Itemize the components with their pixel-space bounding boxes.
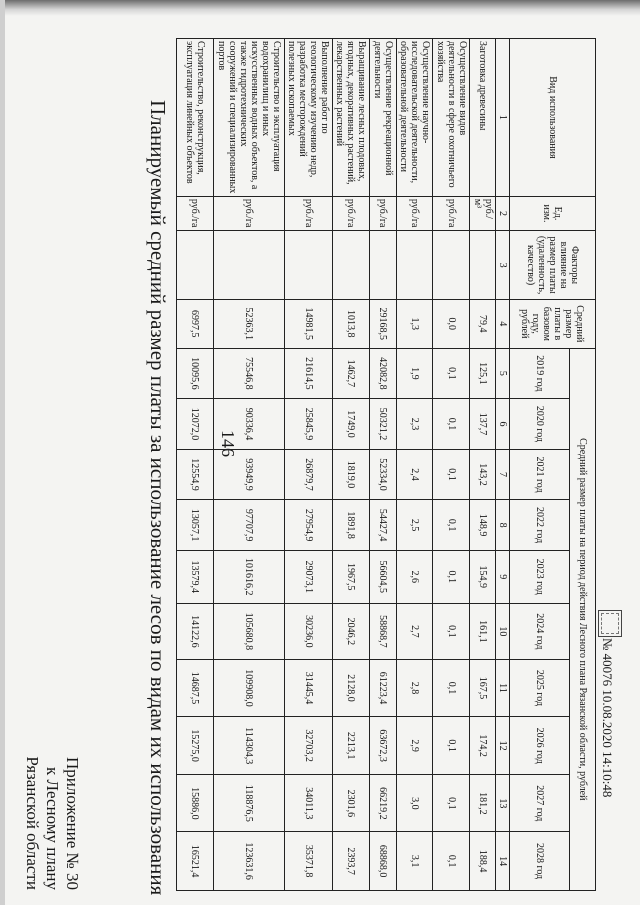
factors-cell — [213, 231, 284, 300]
year-value-cell: 12554,9 — [177, 449, 214, 500]
year-value-cell: 35371,8 — [284, 832, 332, 891]
year-value-cell: 0,1 — [433, 500, 470, 551]
table-row — [470, 39, 496, 891]
header-year: 2024 год — [510, 603, 570, 660]
unit-cell: руб./га — [284, 196, 332, 230]
year-value-cell: 75546,8 — [213, 348, 284, 399]
year-value-cell: 52334,0 — [369, 449, 396, 500]
year-value-cell: 1967,5 — [332, 550, 369, 603]
year-value-cell: 125,1 — [470, 348, 496, 399]
column-number: 8 — [496, 500, 510, 551]
column-number: 6 — [496, 399, 510, 450]
activity-cell: Заготовка древесины — [470, 39, 496, 197]
year-value-cell: 0,1 — [433, 716, 470, 775]
year-value-cell: 154,9 — [470, 550, 496, 603]
year-value-cell: 54427,4 — [369, 500, 396, 551]
appendix-line-2: к Лесному плану — [43, 767, 62, 890]
column-number: 12 — [496, 716, 510, 775]
year-value-cell: 14687,5 — [177, 660, 214, 717]
header-period: Средний размер платы на период действия Лесного плана Рязанской области, рублей — [570, 348, 596, 890]
year-value-cell: 143,2 — [470, 449, 496, 500]
activity-cell: Строительство и эксплуатация водохранилищ и иных искусственных водных объектов, а также гидротехнических сооружений и специализированных портов — [213, 39, 284, 197]
header-year: 2025 год — [510, 660, 570, 717]
year-value-cell: 0,1 — [433, 449, 470, 500]
column-number: 5 — [496, 348, 510, 399]
year-value-cell: 58868,7 — [369, 603, 396, 660]
registration-footer: № 40076 10.08.2020 14:10:48 — [600, 638, 615, 798]
year-value-cell: 14122,6 — [177, 603, 214, 660]
year-value-cell: 2,5 — [396, 500, 433, 551]
year-value-cell: 97707,9 — [213, 500, 284, 551]
year-value-cell: 29073,1 — [284, 550, 332, 603]
factors-cell — [332, 231, 369, 300]
year-value-cell: 0,1 — [433, 660, 470, 717]
unit-cell: руб./га — [177, 196, 214, 230]
year-value-cell: 181,2 — [470, 775, 496, 832]
header-year: 2022 год — [510, 500, 570, 551]
year-value-cell: 137,7 — [470, 399, 496, 450]
year-value-cell: 2128,0 — [332, 660, 369, 717]
year-value-cell: 13057,1 — [177, 500, 214, 551]
year-value-cell: 93949,9 — [213, 449, 284, 500]
column-number: 10 — [496, 603, 510, 660]
factors-cell — [369, 231, 396, 300]
header-year: 2026 год — [510, 716, 570, 775]
factors-cell — [470, 231, 496, 300]
year-value-cell: 12072,0 — [177, 399, 214, 450]
table-row — [177, 39, 214, 891]
header-base-rate: Средний размер платы в базовом году, рублей — [510, 300, 596, 349]
year-value-cell: 32703,2 — [284, 716, 332, 775]
year-value-cell: 30236,0 — [284, 603, 332, 660]
year-value-cell: 56604,5 — [369, 550, 396, 603]
column-number: 1 — [496, 39, 510, 197]
factors-cell — [433, 231, 470, 300]
unit-cell: руб./га — [396, 196, 433, 230]
table-row — [213, 39, 284, 891]
year-value-cell: 2393,7 — [332, 832, 369, 891]
appendix-line-3: Рязанской области — [23, 756, 42, 890]
year-value-cell: 123631,6 — [213, 832, 284, 891]
year-value-cell: 10095,6 — [177, 348, 214, 399]
unit-cell: руб./га — [332, 196, 369, 230]
year-value-cell: 15275,0 — [177, 716, 214, 775]
appendix-line-1: Приложение № 30 — [63, 757, 82, 890]
year-value-cell: 0,1 — [433, 399, 470, 450]
base-rate-cell: 1013,8 — [332, 300, 369, 349]
year-value-cell: 27954,9 — [284, 500, 332, 551]
column-number: 4 — [496, 300, 510, 349]
year-value-cell: 1891,8 — [332, 500, 369, 551]
year-value-cell: 109908,0 — [213, 660, 284, 717]
activity-cell: Осуществление видов деятельности в сфере охотничьего хозяйства — [433, 39, 470, 197]
year-value-cell: 3,0 — [396, 775, 433, 832]
year-value-cell: 66219,2 — [369, 775, 396, 832]
year-value-cell: 31445,4 — [284, 660, 332, 717]
factors-cell — [284, 231, 332, 300]
activity-cell: Строительство, реконструкция, эксплуатация линейных объектов — [177, 39, 214, 197]
year-value-cell: 21614,5 — [284, 348, 332, 399]
year-value-cell: 2301,6 — [332, 775, 369, 832]
year-value-cell: 2,7 — [396, 603, 433, 660]
column-number: 11 — [496, 660, 510, 717]
registration-stamp-icon — [598, 610, 622, 637]
year-value-cell: 16521,4 — [177, 832, 214, 891]
header-year: 2023 год — [510, 550, 570, 603]
base-rate-cell: 1,3 — [396, 300, 433, 349]
year-value-cell: 2213,1 — [332, 716, 369, 775]
header-year: 2027 год — [510, 775, 570, 832]
year-value-cell: 188,4 — [470, 832, 496, 891]
unit-cell: руб./м³ — [470, 196, 496, 230]
year-value-cell: 2046,2 — [332, 603, 369, 660]
page-number: 146 — [218, 430, 238, 457]
header-year: 2019 год — [510, 348, 570, 399]
year-value-cell: 2,4 — [396, 449, 433, 500]
year-value-cell: 2,8 — [396, 660, 433, 717]
activity-cell: Осуществление научно-исследовательской деятельности, образовательной деятельности — [396, 39, 433, 197]
activity-cell: Выполнение работ по геологическому изучению недр, разработка месторождений полезных ископаемых — [284, 39, 332, 197]
header-activity: Вид использования — [510, 39, 596, 197]
year-value-cell: 26879,7 — [284, 449, 332, 500]
year-value-cell: 114304,3 — [213, 716, 284, 775]
base-rate-cell: 79,4 — [470, 300, 496, 349]
year-value-cell: 167,5 — [470, 660, 496, 717]
year-value-cell: 101616,2 — [213, 550, 284, 603]
unit-cell: руб./га — [369, 196, 396, 230]
year-value-cell: 1749,0 — [332, 399, 369, 450]
year-value-cell: 13579,4 — [177, 550, 214, 603]
header-year: 2021 год — [510, 449, 570, 500]
year-value-cell: 25845,9 — [284, 399, 332, 450]
column-number: 2 — [496, 196, 510, 230]
year-value-cell: 63672,3 — [369, 716, 396, 775]
column-number: 13 — [496, 775, 510, 832]
table-row — [284, 39, 332, 891]
year-value-cell: 15886,0 — [177, 775, 214, 832]
table-row — [396, 39, 433, 891]
column-number: 14 — [496, 832, 510, 891]
header-year: 2028 год — [510, 832, 570, 891]
year-value-cell: 0,1 — [433, 550, 470, 603]
year-value-cell: 1819,0 — [332, 449, 369, 500]
table-row — [433, 39, 470, 891]
base-rate-cell: 52363,1 — [213, 300, 284, 349]
year-value-cell: 0,1 — [433, 348, 470, 399]
year-value-cell: 68868,0 — [369, 832, 396, 891]
base-rate-cell: 6997,5 — [177, 300, 214, 349]
year-value-cell: 42082,8 — [369, 348, 396, 399]
year-value-cell: 0,1 — [433, 775, 470, 832]
base-rate-cell: 14981,5 — [284, 300, 332, 349]
unit-cell: руб./га — [213, 196, 284, 230]
year-value-cell: 34011,3 — [284, 775, 332, 832]
column-number: 3 — [496, 231, 510, 300]
header-year: 2020 год — [510, 399, 570, 450]
factors-cell — [177, 231, 214, 300]
activity-cell: Осуществление рекреационной деятельности — [369, 39, 396, 197]
unit-cell: руб./га — [433, 196, 470, 230]
year-value-cell: 3,1 — [396, 832, 433, 891]
year-value-cell: 105680,8 — [213, 603, 284, 660]
base-rate-cell: 29168,5 — [369, 300, 396, 349]
year-value-cell: 0,1 — [433, 603, 470, 660]
activity-cell: Выращивание лесных плодовых, ягодных, декоративных растений, лекарственных растений — [332, 39, 369, 197]
year-value-cell: 50321,2 — [369, 399, 396, 450]
year-value-cell: 1,9 — [396, 348, 433, 399]
year-value-cell: 0,1 — [433, 832, 470, 891]
payment-rate-table — [176, 38, 596, 891]
column-number: 9 — [496, 550, 510, 603]
year-value-cell: 118876,5 — [213, 775, 284, 832]
year-value-cell: 148,9 — [470, 500, 496, 551]
column-number: 7 — [496, 449, 510, 500]
year-value-cell: 61223,4 — [369, 660, 396, 717]
header-unit: Ед. изм. — [510, 196, 596, 230]
year-value-cell: 2,6 — [396, 550, 433, 603]
year-value-cell: 2,3 — [396, 399, 433, 450]
base-rate-cell: 0,0 — [433, 300, 470, 349]
year-value-cell: 90336,4 — [213, 399, 284, 450]
header-factors: Факторы влияние на размер платы (удаленность, качество) — [510, 231, 596, 300]
table-row — [332, 39, 369, 891]
year-value-cell: 1462,7 — [332, 348, 369, 399]
factors-cell — [396, 231, 433, 300]
table-row — [369, 39, 396, 891]
year-value-cell: 2,9 — [396, 716, 433, 775]
year-value-cell: 174,2 — [470, 716, 496, 775]
year-value-cell: 161,1 — [470, 603, 496, 660]
document-title: Планируемый средний размер платы за использование лесов по видам их использования — [146, 100, 170, 896]
